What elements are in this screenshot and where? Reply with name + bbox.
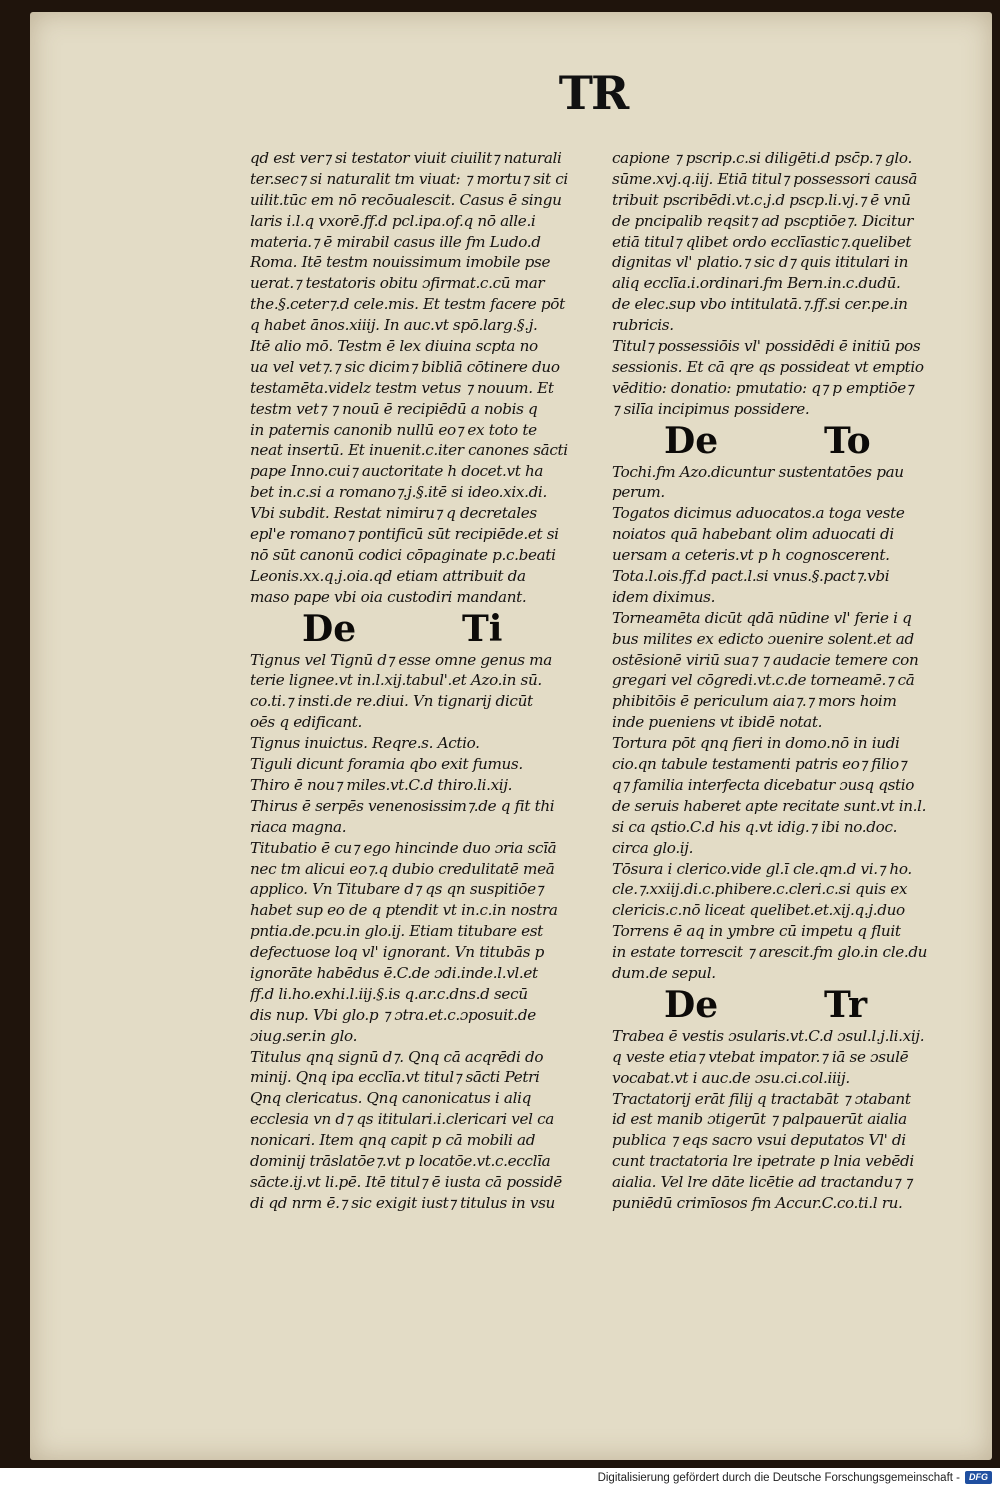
text-line: puniēdū crimīosos fm Accur.C.co.ti.l ru. [612,1193,903,1212]
text-line: clericis.c.nō liceat quelibet.et.xij.q.j.duo [612,901,905,920]
text-line: materia.⁊ ē mirabil casus ille fm Ludo.d [250,232,541,251]
text-line: phibitōis ē periculum aia⁊.⁊ mors hoim [612,692,897,711]
text-line: aliq ecclīa.i.ordinari.fm Bern.in.c.dudū. [612,274,901,293]
text-line: Tignus vel Tignū d⁊ esse omne genus ma [250,650,552,669]
text-line: dignitas vl' platio.⁊ sic d⁊ quis ititulari in [612,253,909,272]
text-line: aialia. Vel lre dāte licētie ad tractandu⁊ ⁊ [612,1173,912,1192]
text-line: nec tm alicui eo⁊.q dubio credulitatē meā [250,859,555,878]
text-line: ff.d li.ho.exhi.l.iij.§.is q.ar.c.dns.d secū [250,984,528,1003]
text-line: sessionis. Et cā qre qs possideat vt emptio [612,357,924,376]
text-line: publica ⁊ eqs sacro vsui deputatos Vl' di [612,1131,906,1150]
text-line: de elec.sup vbo intitulatā.⁊.ff.si cer.pe.in [612,295,908,314]
left-column [250,148,590,1214]
text-line: vocabat.vt i auc.de ɔsu.ci.col.iiij. [612,1068,850,1087]
text-line: Torrens ē aq in ymbre cū impetu q fluit [612,922,901,941]
text-line: habet sup eo de q ptendit vt in.c.in nostra [250,901,558,920]
text-line: de pncipalib reqsit⁊ ad pscptiōe⁊. Dicitur [612,211,914,230]
text-line: uerat.⁊ testatoris obitu ɔfirmat.c.cū mar [250,274,545,293]
left-column-text-bottom [250,650,590,1214]
text-line: Tiguli dicunt foramia qbo exit fumus. [250,755,523,774]
right-column-text-top [612,148,952,420]
text-line: Vbi subdit. Restat nimiru⁊ q decretales [250,504,537,523]
text-line: Torneamēta dicūt qdā nūdine vl' ferie i q [612,608,912,627]
text-line: the.§.ceter⁊.d cele.mis. Et testm facere pōt [250,295,565,314]
text-line: dum.de sepul. [612,963,716,982]
section-heading-left: De [302,607,357,650]
text-line: ter.sec⁊ si naturalit tm viuat: ⁊ mortu⁊ sit ci [250,169,568,188]
text-line: in estate torrescit ⁊ arescit.fm glo.in cle.du [612,943,928,962]
text-line: si ca qstio.C.d his q.vt idig.⁊ ibi no.doc. [612,817,898,836]
text-line: ⁊ silīa incipimus possidere. [612,399,810,418]
text-line: rubricis. [612,316,674,335]
text-line: noiatos quā habebant olim aduocati di [612,525,894,544]
text-line: Tractatorij erāt filij q tractabāt ⁊ ɔtabant [612,1089,911,1108]
text-line: idem diximus. [612,587,716,606]
text-line: sācte.ij.vt li.pē. Itē titul⁊ ē iusta cā possidē [250,1172,562,1191]
text-line: pntia.de.pcu.in glo.ij. Etiam titubare est [250,922,543,941]
running-head: TR [558,66,628,120]
dfg-logo-icon: DFG [965,1471,992,1484]
text-line: Tortura pōt qnq fieri in domo.nō in iudi [612,734,900,753]
text-line: in paternis canonib nullū eo⁊ ex toto te [250,420,537,439]
text-line: qd est ver⁊ si testator viuit ciuilit⁊ naturali [250,149,562,167]
text-line: uersam a ceteris.vt p h cognoscerent. [612,546,890,565]
text-line: q veste etia⁊ vtebat impator.⁊ iā se ɔsulē [612,1047,909,1066]
text-line: q⁊ familia interfecta dicebatur ɔusq qstio [612,775,915,794]
text-line: terie lignee.vt in.l.xij.tabul'.et Azo.in sū. [250,671,542,690]
text-line: ɔiug.ser.in glo. [250,1026,358,1045]
text-line: tribuit pscribēdi.vt.c.j.d pscp.li.vj.⁊ ē vnū [612,190,911,209]
text-line: testm vet⁊ ⁊ nouū ē recipiēdū a nobis q [250,399,538,418]
text-line: pape Inno.cui⁊ auctoritate h docet.vt ha [250,462,544,481]
text-line: neat insertū. Et inuenit.c.iter canones sācti [250,441,568,460]
text-line: circa glo.ij. [612,838,694,857]
text-line: maso pape vbi oia custodiri mandant. [250,587,527,606]
text-line: inde pueniens vt ibidē notat. [612,713,823,732]
section-heading-de-tr [612,984,952,1026]
text-line: sūme.xvj.q.iij. Etiā titul⁊ possessori causā [612,169,918,188]
text-line: Titulus qnq signū d⁊. Qnq cā acqrēdi do [250,1047,544,1066]
text-line: di qd nrm ē.⁊ sic exigit iust⁊ titulus in vsu [250,1193,555,1212]
text-line: gregari vel cōgredi.vt.c.de torneamē.⁊ cā [612,671,915,690]
text-line: ecclesia vn d⁊ qs ititulari.i.clericari vel ca [250,1110,554,1129]
text-line: perum. [612,483,665,502]
text-line: Trabea ē vestis ɔsularis.vt.C.d ɔsul.l.j.li.xij. [612,1026,925,1045]
text-line: cle.⁊.xxiij.di.c.phibere.c.cleri.c.si quis ex [612,880,908,899]
section-heading-right: To [824,419,871,462]
text-line: ostēsionē viriū sua⁊ ⁊ audacie temere con [612,650,919,669]
text-line: Tota.l.ois.ff.d pact.l.si vnus.§.pact⁊.vbi [612,567,890,586]
text-line: ignorāte habēdus ē.C.de ɔdi.inde.l.vl.et [250,963,538,982]
right-column-text-bottom [612,1026,952,1214]
section-heading-de-to [612,420,952,462]
text-line: bet in.c.si a romano⁊.j.§.itē si ideo.xix.di. [250,483,547,502]
text-line: applico. Vn Titubare d⁊ qs qn suspitiōe⁊ [250,880,543,899]
text-line: Tignus inuictus. Reqre.s. Actio. [250,734,480,753]
section-heading-right: Ti [462,607,503,650]
text-line: minij. Qnq ipa ecclīa.vt titul⁊ sācti Petri [250,1068,540,1087]
text-line: q habet ānos.xiiij. In auc.vt spō.larg.§.j. [250,316,538,335]
text-line: Thirus ē serpēs venenosissim⁊.de q fit thi [250,796,555,815]
text-line: de seruis haberet apte recitate sunt.vt in.l. [612,796,927,815]
section-heading-right: Tr [824,983,868,1026]
text-line: Qnq clericatus. Qnq canonicatus i aliq [250,1089,531,1108]
text-line: vēditio: donatio: pmutatio: q⁊ p emptiōe⁊ [612,378,914,397]
text-line: Itē alio mō. Testm ē lex diuina scpta no [250,337,538,356]
text-line: Titul⁊ possessiōis vl' possidēdi ē initiū pos [612,337,921,356]
section-heading-left: De [664,983,719,1026]
text-line: testamēta.videlz testm vetus ⁊ nouum. Et [250,378,554,397]
section-heading-left: De [664,419,719,462]
footer-credit: Digitalisierung gefördert durch die Deutsche Forschungsgemeinschaft - [597,1472,960,1484]
text-line: Tochi.fm Azo.dicuntur sustentatōes pau [612,462,904,481]
text-line: nō sūt canonū codici cōpaginate p.c.beati [250,545,556,564]
text-line: etiā titul⁊ qlibet ordo ecclīastic⁊.quelibet [612,232,912,251]
text-line: Leonis.xx.q.j.oia.qd etiam attribuit da [250,566,526,585]
right-column [612,148,952,1214]
text-line: defectuose loq vl' ignorant. Vn titubās p [250,943,545,962]
left-column-text-top [250,148,590,608]
right-column-text-middle [612,462,952,984]
text-line: cunt tractatoria lre ipetrate p lnia vebēdi [612,1152,914,1171]
text-line: oēs q edificant. [250,713,363,732]
text-line: Titubatio ē cu⁊ ego hincinde duo ɔria scīā [250,838,557,857]
text-line: Tōsura i clerico.vide gl.ī cle.qm.d vi.⁊ ho. [612,859,912,878]
text-line: capione ⁊ pscrip.c.si diligēti.d psc̄p.⁊ glo. [612,149,912,167]
text-line: ua vel vet⁊.⁊ sic dicim⁊ bibliā cōtinere duo [250,357,560,376]
text-line: Togatos dicimus aduocatos.a toga veste [612,504,905,523]
text-line: dis nup. Vbi glo.p ⁊ ɔtra.et.c.ɔposuit.de [250,1005,536,1024]
text-line: nonicari. Item qnq capit p cā mobili ad [250,1131,536,1150]
text-line: co.ti.⁊ insti.de re.diui. Vn tignarij dicūt [250,692,533,711]
text-line: id est manib ɔtigerūt ⁊ palpauerūt aialia [612,1110,907,1129]
text-line: uilit.tūc em nō recōualescit. Casus ē singu [250,190,562,209]
text-line: epl'e romano⁊ pontificū sūt recipiēde.et si [250,525,559,544]
text-line: dominij trāslatōe⁊.vt p locatōe.vt.c.ecclīa [250,1151,551,1170]
text-line: Roma. Itē testm nouissimum imobile pse [250,253,551,272]
text-line: laris i.l.q vxorē.ff.d pcl.ipa.of.q nō alle.i [250,211,536,230]
section-heading-de-ti [250,608,590,650]
text-line: riaca magna. [250,817,347,836]
text-line: Thiro ē nou⁊ miles.vt.C.d thiro.li.xij. [250,775,513,794]
text-line: bus milites ex edicto ɔuenire solent.et ad [612,629,914,648]
text-line: cio.qn tabule testamenti patris eo⁊ filio⁊ [612,755,907,774]
